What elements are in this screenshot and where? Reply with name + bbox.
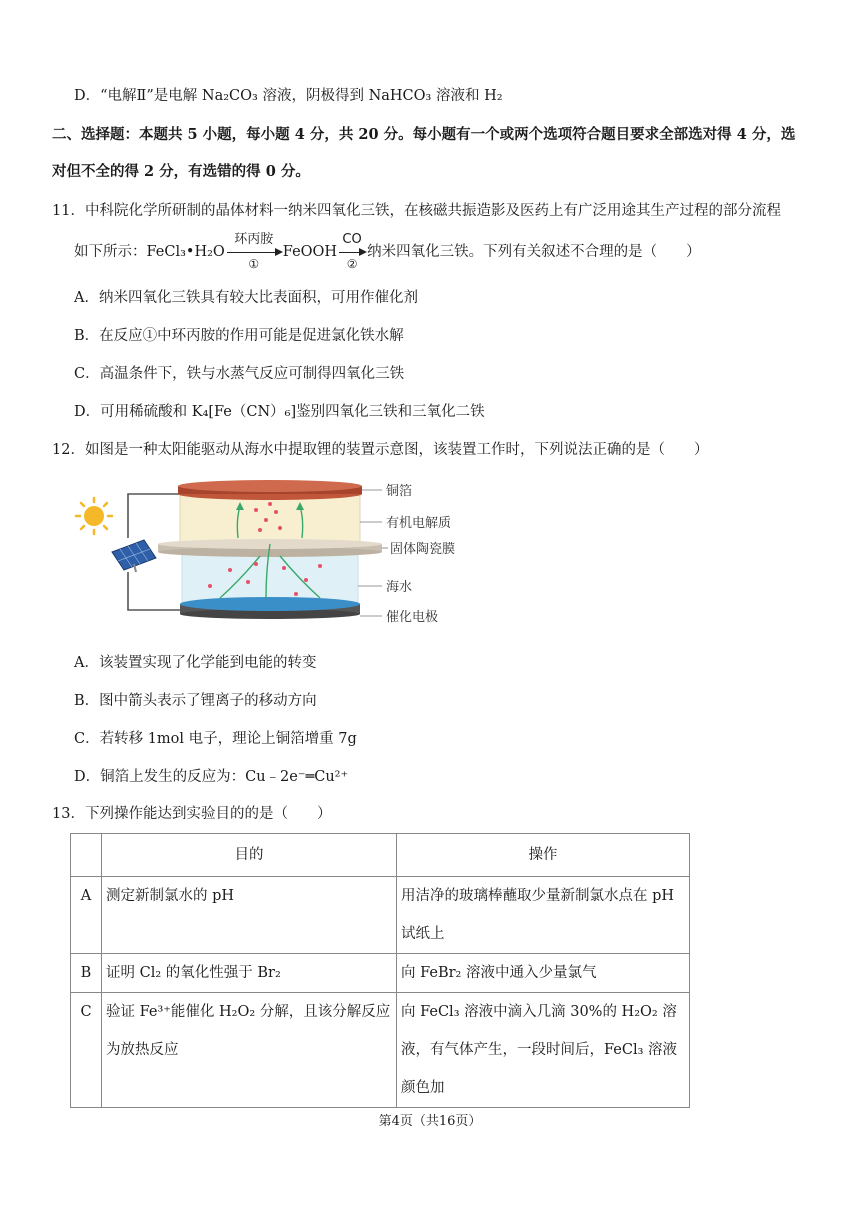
row-operation: 向 FeBr₂ 溶液中通入少量氯气	[397, 954, 690, 993]
row-operation: 用洁净的玻璃棒蘸取少量新制氯水点在 pH 试纸上	[397, 877, 690, 954]
table-row	[71, 993, 690, 1108]
q11-stem-line1: 11．中科院化学所研制的晶体材料一纳米四氧化三铁，在核磁共振造影及医药上有广泛用途其生产过程的部分流程	[52, 203, 781, 219]
q12-option-c: C．若转移 1mol 电子，理论上铜箔增重 7g	[74, 731, 357, 747]
q13-table	[70, 833, 690, 1108]
table-row	[71, 877, 690, 954]
q12-option-a: A．该装置实现了化学能到电能的转变	[74, 655, 317, 671]
q12-option-b: B．图中箭头表示了锂离子的移动方向	[74, 693, 317, 709]
label-ceramic-membrane: 固体陶瓷膜	[390, 542, 456, 557]
page-footer: 第4页（共16页）	[378, 1114, 482, 1129]
row-label: B	[71, 954, 102, 993]
q11-option-c: C．高温条件下，铁与水蒸气反应可制得四氧化三铁	[74, 366, 405, 382]
reaction-arrow-2	[337, 232, 367, 271]
q11-flow-prefix: 如下所示：FeCl₃•H₂O	[74, 244, 225, 260]
lithium-extraction-diagram	[70, 470, 470, 640]
section2-instructions-line1: 二、选择题：本题共 5 小题，每小题 4 分，共 20 分。每小题有一个或两个选项符合题目要求全部选对得 4 分，选	[52, 126, 796, 143]
table-row	[71, 954, 690, 993]
q13-stem: 13．下列操作能达到实验目的的是（ ）	[52, 806, 332, 822]
label-organic-electrolyte: 有机电解质	[386, 516, 452, 531]
row-purpose: 验证 Fe³⁺能催化 H₂O₂ 分解，且该分解反应为放热反应	[102, 993, 397, 1108]
q10-option-d: D．“电解Ⅱ”是电解 Na₂CO₃ 溶液，阴极得到 NaHCO₃ 溶液和 H₂	[74, 88, 503, 104]
header-operation: 操作	[397, 834, 690, 877]
q12-stem: 12．如图是一种太阳能驱动从海水中提取锂的装置示意图，该装置工作时，下列说法正确的是（ ）	[52, 442, 709, 458]
q12-option-d: D．铜箔上发生的反应为：Cu﹣2e⁻═Cu²⁺	[74, 769, 349, 785]
q11-option-a: A．纳米四氧化三铁具有较大比表面积，可用作催化剂	[74, 290, 418, 306]
q11-option-d: D．可用稀硫酸和 K₄[Fe（CN）₆]鉴别四氧化三铁和三氧化二铁	[74, 404, 485, 420]
reagent-label: CO	[342, 232, 362, 247]
label-catalytic-electrode: 催化电极	[386, 610, 439, 625]
section2-instructions-line2: 对但不全的得 2 分，有选错的得 0 分。	[52, 163, 310, 180]
step-number: ①	[248, 257, 260, 271]
row-label: C	[71, 993, 102, 1108]
q11-option-b: B．在反应①中环丙胺的作用可能是促进氯化铁水解	[74, 328, 404, 344]
reaction-arrow-1	[225, 232, 283, 271]
row-operation: 向 FeCl₃ 溶液中滴入几滴 30%的 H₂O₂ 溶液，有气体产生，一段时间后，FeCl₃ 溶液颜色加	[397, 993, 690, 1108]
q11-flow-mid: FeOOH	[282, 244, 338, 260]
label-copper-foil: 铜箔	[386, 484, 413, 499]
sun-icon	[76, 498, 112, 534]
row-purpose: 测定新制氯水的 pH	[102, 877, 397, 954]
q11-flow	[74, 232, 701, 271]
row-purpose: 证明 Cl₂ 的氧化性强于 Br₂	[102, 954, 397, 993]
reagent-label: 环丙胺	[234, 232, 274, 247]
row-label: A	[71, 877, 102, 954]
label-seawater: 海水	[386, 580, 413, 595]
q11-flow-suffix: 纳米四氧化三铁。下列有关叙述不合理的是（ ）	[367, 244, 701, 260]
header-purpose: 目的	[102, 834, 397, 877]
solar-panel-icon	[112, 540, 156, 572]
table-header-row	[71, 834, 690, 877]
step-number: ②	[346, 257, 358, 271]
